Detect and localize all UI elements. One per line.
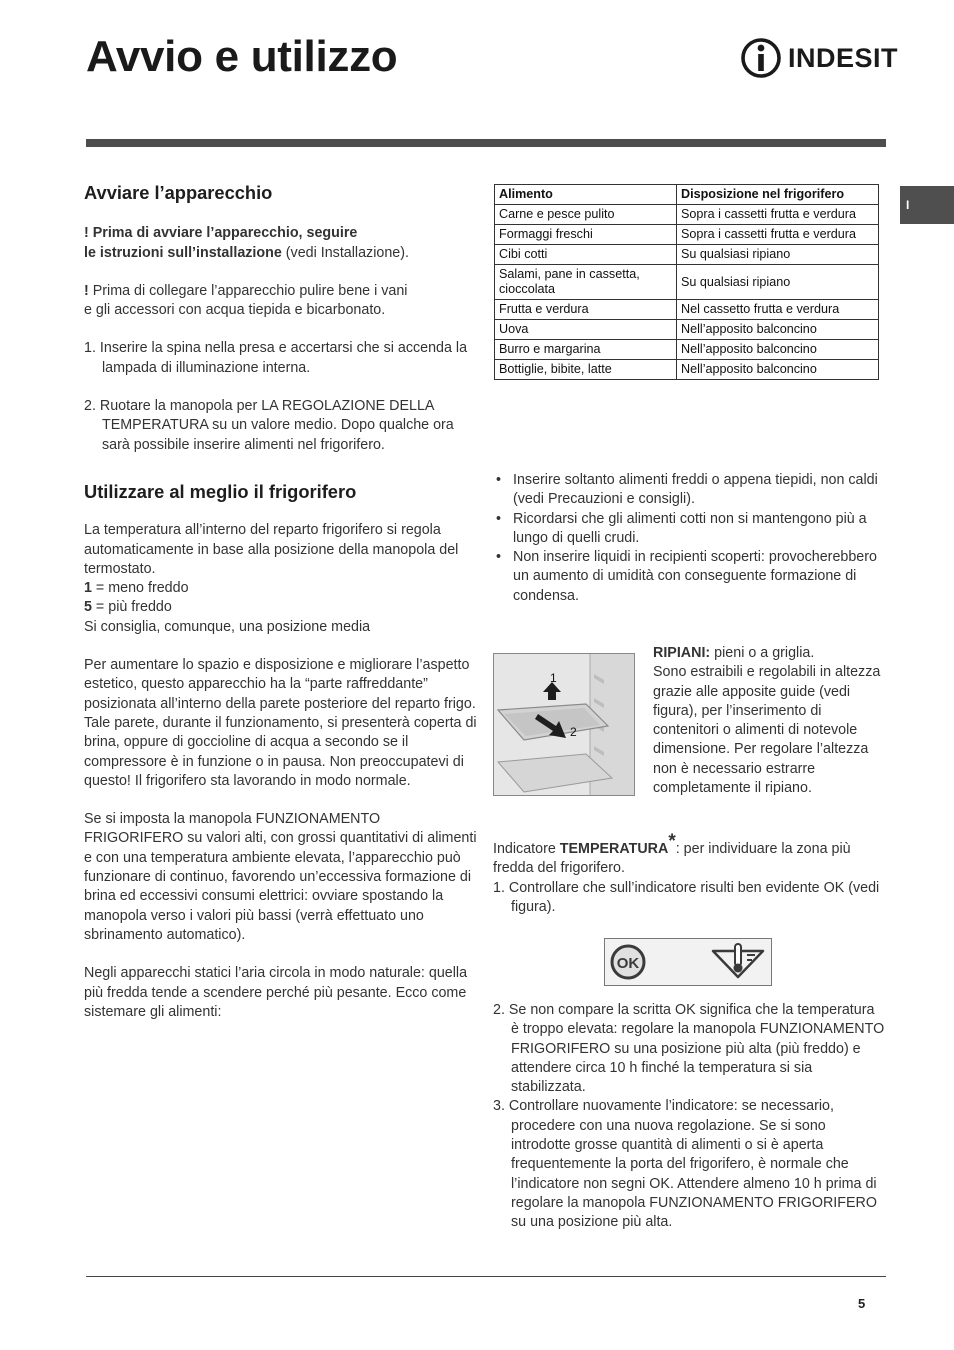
shelves-intro: pieni o a griglia. — [710, 645, 815, 661]
indesit-i-icon — [740, 36, 782, 80]
paragraph-recommendation: Si consiglia, comunque, una posizione media — [84, 618, 371, 635]
warning-text: e gli accessori con acqua tiepida e bicarbonato. — [84, 302, 386, 319]
table-cell: Nell’apposito balconcino — [677, 320, 879, 340]
figure-label-1: 1 — [550, 671, 557, 685]
temperature-prefix: Indicatore — [493, 841, 560, 857]
warning-text: Prima di collegare l’apparecchio pulire bene i vani — [88, 282, 408, 299]
brand-name: INDESIT — [788, 42, 899, 73]
table-cell: Carne e pesce pulito — [495, 205, 677, 225]
figure-label-2: 2 — [570, 725, 577, 739]
level-number: 1 — [84, 580, 92, 597]
warning-mark: ! — [84, 225, 89, 242]
header-divider — [86, 139, 886, 147]
paragraph-air-circulation: Negli apparecchi statici l’aria circola in modo naturale: quella più fredda tende a scendere perché più pesante. Ecco come sistemare gli alimenti: — [84, 965, 468, 1020]
language-tab: I — [900, 186, 954, 224]
paragraph-cooling-wall: Per aumentare lo spazio e disposizione e migliorare l’aspetto estetico, questo apparecchio ha la “parte raffreddante” posizionata all’interno della parete posteriore del reparto frigo. Tale parete, durante il funzionamento, si presenterà coperta di brina, oppure di goccioline di acqua a secondo se il compressore è in funzione o in pausa. Non preoccupatevi di questo! Il frigorifero sta lavorando in modo normale. — [84, 657, 477, 789]
left-column — [84, 183, 479, 1022]
shelf-illustration — [494, 654, 634, 795]
table-row — [495, 320, 879, 340]
table-cell: Sopra i cassetti frutta e verdura — [677, 225, 879, 245]
table-row — [495, 205, 879, 225]
warning-cleaning — [84, 282, 479, 321]
table-cell: Uova — [495, 320, 677, 340]
table-cell: Nell’apposito balconcino — [677, 360, 879, 380]
asterisk-mark: * — [668, 831, 676, 853]
column-header-food: Alimento — [495, 185, 677, 205]
warning-bold-text: le istruzioni sull’installazione — [84, 244, 282, 261]
table-cell: Bottiglie, bibite, latte — [495, 360, 677, 380]
list-item: • Ricordarsi che gli alimenti cotti non si mantengono più a lungo di quelli crudi. — [494, 510, 886, 549]
temperature-intro — [493, 831, 889, 879]
shelves-label: RIPIANI: — [653, 645, 711, 661]
food-placement-table — [494, 184, 879, 380]
start-step-2: 2. Ruotare la manopola per LA REGOLAZIONE DELLA TEMPERATURA su un valore medio. Dopo qualche ora sarà possibile inserire alimenti nel frigorifero. — [84, 398, 454, 453]
table-cell: Sopra i cassetti frutta e verdura — [677, 205, 879, 225]
thermostat-level-5 — [84, 598, 479, 617]
paragraph-high-settings: Se si imposta la manopola FUNZIONAMENTO FRIGORIFERO su valori alti, con grossi quantitativi di alimenti e con una temperatura ambiente elevata, l’apparecchio può funzionare di continuo, favorendo un’eccessiva formazione di brina ed eccessivi consumi elettrici: ovviare spostando la manopola verso i valori più bassi (verrà effettuato uno sbrinamento automatico). — [84, 811, 477, 943]
page-number: 5 — [858, 1296, 866, 1311]
table-cell: Cibi cotti — [495, 245, 677, 265]
level-number: 5 — [84, 599, 92, 616]
column-header-placement: Disposizione nel frigorifero — [677, 185, 879, 205]
table-cell: Frutta e verdura — [495, 300, 677, 320]
table-row — [495, 225, 879, 245]
table-cell: Salami, pane in cassetta, cioccolata — [495, 265, 677, 300]
warning-text: (vedi Installazione). — [281, 244, 409, 261]
temperature-steps — [493, 1001, 886, 1233]
section-heading-start: Avviare l’apparecchio — [84, 182, 273, 203]
table-cell: Su qualsiasi ripiano — [677, 245, 879, 265]
table-cell: Nell’apposito balconcino — [677, 340, 879, 360]
list-item: • Inserire soltanto alimenti freddi o appena tiepidi, non caldi (vedi Precauzioni e consigli). — [494, 471, 886, 510]
shelves-body: Sono estraibili e regolabili in altezza grazie alle apposite guide (vedi figura), per l’inserimento di contenitori o alimenti di notevole dimensione. Per regolare l’altezza non è necessario estrarre completamente il ripiano. — [653, 664, 881, 797]
warning-mark: ! — [84, 282, 89, 299]
section-heading-use: Utilizzare al meglio il frigorifero — [84, 480, 357, 502]
temperature-label: TEMPERATURA — [559, 841, 669, 857]
level-text: = più freddo — [91, 599, 172, 616]
temperature-step-1: 1. Controllare che sull’indicatore risulti ben evidente OK (vedi figura). — [493, 879, 880, 915]
paragraph-thermostat: La temperatura all’interno del reparto frigorifero si regola automaticamente in base alla posizione della manopola del termostato. — [84, 522, 459, 577]
temperature-indicator-section — [493, 831, 889, 917]
warning-installation — [84, 224, 479, 263]
shelves-description — [653, 644, 889, 798]
ok-badge: OK — [616, 955, 640, 972]
table-header-row — [495, 185, 879, 205]
table-row — [495, 360, 879, 380]
table-row — [495, 340, 879, 360]
table-row — [495, 265, 879, 300]
storage-tips — [494, 471, 886, 606]
footer-divider — [86, 1276, 886, 1277]
warning-bold-text: Prima di avviare l’apparecchio, seguire — [88, 225, 358, 242]
table-cell: Formaggi freschi — [495, 225, 677, 245]
table-cell: Su qualsiasi ripiano — [677, 265, 879, 300]
ok-indicator-illustration — [605, 939, 771, 985]
table-cell: Burro e margarina — [495, 340, 677, 360]
temperature-step-3: 3. Controllare nuovamente l’indicatore: se necessario, procedere con una nuova regolazione. Se si sono introdotte grosse quantità di alimenti o si è aperta frequentemente la porta del frigorifero, è normale che l’indicatore non segni OK. Attendere almeno 10 h prima di regolare la manopola FUNZIONAMENTO FRIGORIFERO su una posizione più alta. — [493, 1098, 877, 1231]
temperature-step-2: 2. Se non compare la scritta OK significa che la temperatura è troppo elevata: regolare la manopola FUNZIONAMENTO FRIGORIFERO su una posizione più alta (più freddo) e attendere circa 10 h finché la temperatura si sia stabilizzata. — [493, 1002, 885, 1096]
shelf-adjustment-figure — [493, 653, 635, 796]
level-text: = meno freddo — [91, 580, 189, 597]
ok-indicator-figure — [604, 938, 772, 986]
brand-logo — [740, 36, 898, 80]
temperature-suffix: : per individuare la zona più fredda del frigorifero. — [493, 841, 851, 877]
table-row — [495, 300, 879, 320]
page-title: Avvio e utilizzo — [86, 32, 398, 81]
table-cell: Nel cassetto frutta e verdura — [677, 300, 879, 320]
thermostat-level-1 — [84, 579, 479, 598]
start-step-1: 1. Inserire la spina nella presa e accertarsi che si accenda la lampada di illuminazione interna. — [84, 340, 468, 376]
table-row — [495, 245, 879, 265]
list-item: • Non inserire liquidi in recipienti scoperti: provocherebbero un aumento di umidità con conseguente formazione di condensa. — [494, 548, 886, 606]
